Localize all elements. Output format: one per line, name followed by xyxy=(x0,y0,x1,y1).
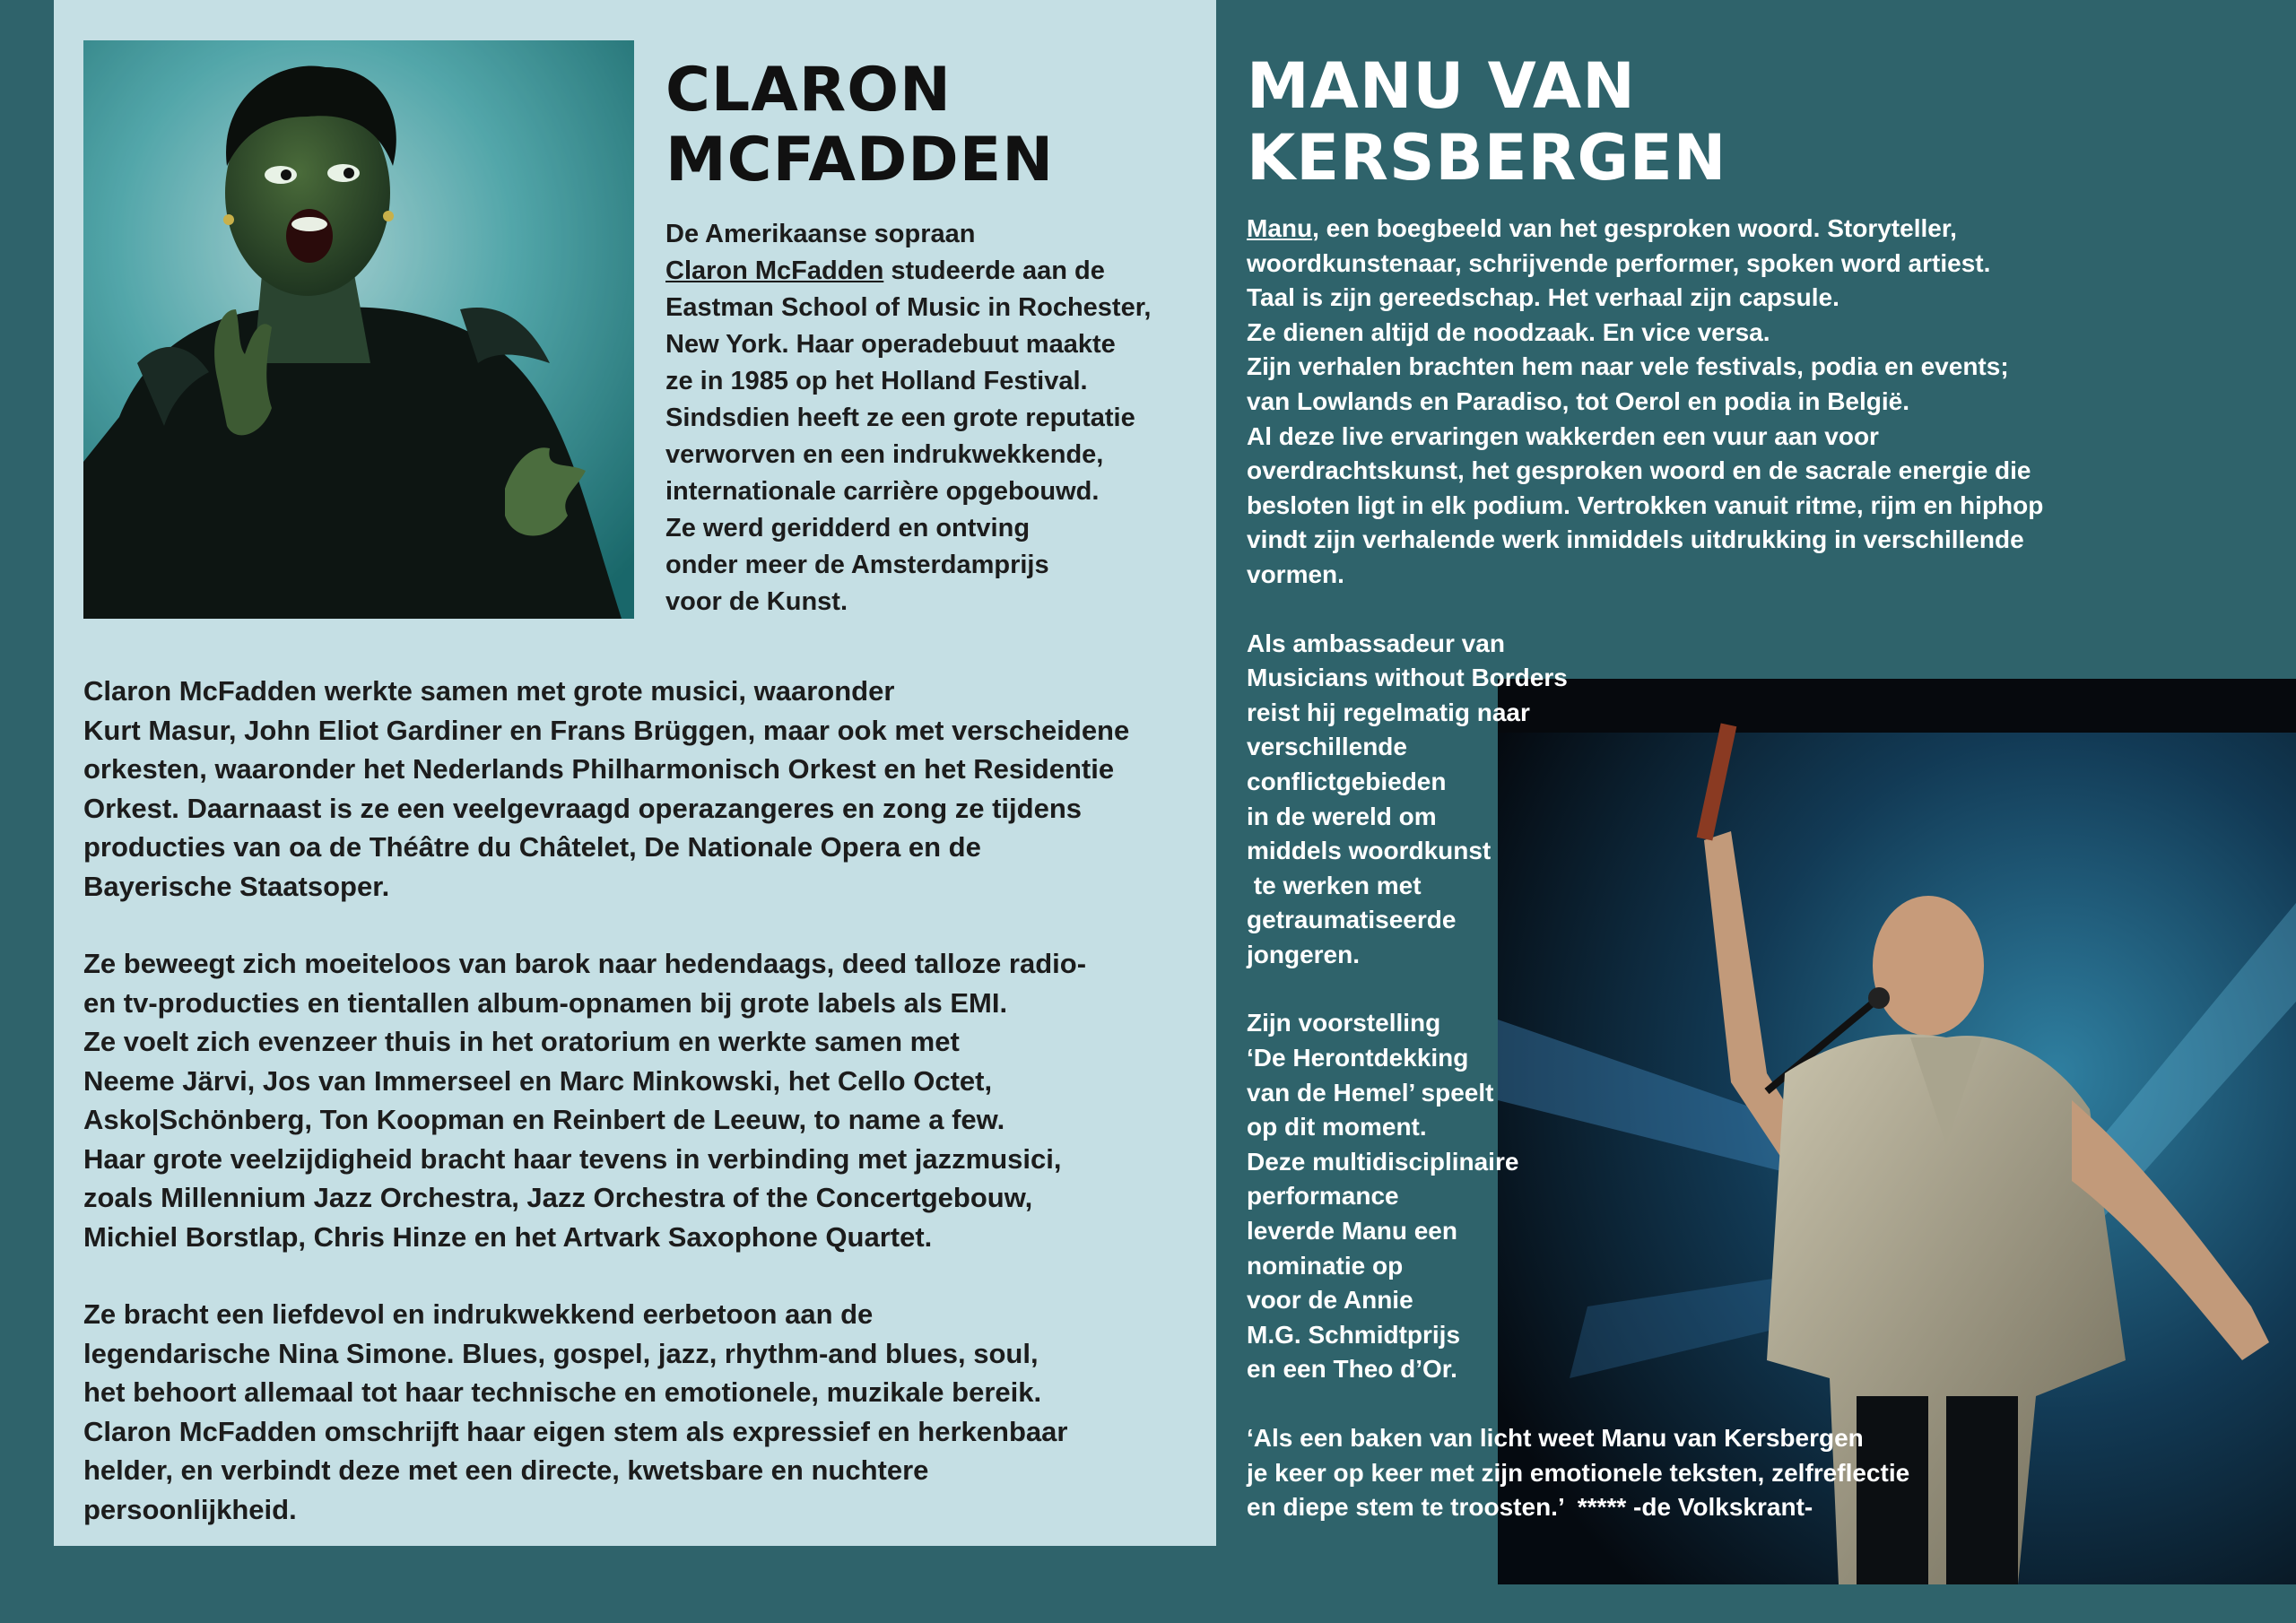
intro-line: van Lowlands en Paradiso, tot Oerol en podia in België. xyxy=(1247,386,1910,415)
body-line: helder, en verbindt deze met een directe, kwetsbare en nuchtere xyxy=(83,1454,929,1486)
intro-line: ze in 1985 op het Holland Festival. xyxy=(665,367,1088,395)
manu-paragraph xyxy=(1247,627,2043,973)
body-line: getraumatiseerde xyxy=(1247,906,1457,934)
body-line: jongeren. xyxy=(1247,940,1361,968)
body-line: legendarische Nina Simone. Blues, gospel, jazz, rhythm-and blues, soul, xyxy=(83,1337,1039,1369)
intro-line: overdrachtskunst, het gesproken woord en de sacrale energie die xyxy=(1247,456,2031,485)
body-line: producties van oa de Théâtre du Châtelet, De Nationale Opera en de xyxy=(83,831,981,863)
intro-line: besloten ligt in elk podium. Vertrokken vanuit ritme, rijm en hiphop xyxy=(1247,490,2044,519)
intro-line: New York. Haar operadebuut maakte xyxy=(665,330,1116,359)
intro-line: vindt zijn verhalende werk inmiddels uitdrukking in verschillende xyxy=(1247,525,2024,554)
claron-photo-image xyxy=(83,40,634,619)
claron-name-line: MCFADDEN xyxy=(665,125,1055,195)
manu-paragraph xyxy=(1247,1006,2043,1387)
body-line: zoals Millennium Jazz Orchestra, Jazz Orchestra of the Concertgebouw, xyxy=(83,1182,1033,1213)
intro-line: woordkunstenaar, schrijvende performer, spoken word artiest. xyxy=(1247,248,1991,277)
manu-text xyxy=(1247,212,2043,1525)
body-line: in de wereld om xyxy=(1247,802,1437,830)
manu-name-line: MANU VAN xyxy=(1247,49,1636,123)
claron-intro xyxy=(665,216,1151,621)
claron-paragraph xyxy=(83,1295,1129,1529)
body-line: op dit moment. xyxy=(1247,1113,1427,1141)
intro-line: voor de Kunst. xyxy=(665,587,848,616)
quote-line: ‘Als een baken van licht weet Manu van Kersbergen xyxy=(1247,1424,1864,1452)
manu-intro xyxy=(1247,212,2043,593)
claron-paragraph xyxy=(83,944,1129,1256)
intro-line: vormen. xyxy=(1247,560,1344,588)
manu-name-heading xyxy=(1247,50,1726,194)
body-line: Ze bracht een liefdevol en indrukwekkend eerbetoon aan de xyxy=(83,1298,874,1330)
body-line: Musicians without Borders xyxy=(1247,664,1568,692)
body-line: orkesten, waaronder het Nederlands Philharmonisch Orkest en het Residentie xyxy=(83,753,1115,785)
body-line: Asko|Schönberg, Ton Koopman en Reinbert de Leeuw, to name a few. xyxy=(83,1104,1005,1135)
body-line: nominatie op xyxy=(1247,1251,1404,1280)
body-line: Neeme Järvi, Jos van Immerseel en Marc Minkowski, het Cello Octet, xyxy=(83,1064,993,1097)
body-line: Kurt Masur, John Eliot Gardiner en Frans Brüggen, maar ook met verscheidene xyxy=(83,714,1130,746)
body-line: voor de Annie xyxy=(1247,1286,1413,1315)
intro-line: De Amerikaanse sopraan xyxy=(665,220,976,248)
body-line: Haar grote veelzijdigheid bracht haar tevens in verbinding met jazzmusici, xyxy=(83,1142,1062,1175)
intro-line: Sindsdien heeft ze een grote reputatie xyxy=(665,404,1135,432)
body-line: te werken met xyxy=(1247,871,1422,899)
body-line: en een Theo d’Or. xyxy=(1247,1355,1457,1384)
intro-line: Zijn verhalen brachten hem naar vele festivals, podia en events; xyxy=(1247,352,2009,381)
body-line: Orkest. Daarnaast is ze een veelgevraagd operazangeres en zong ze tijdens xyxy=(83,792,1083,824)
claron-name-line: CLARON xyxy=(665,55,952,126)
body-line: Deze multidisciplinaire xyxy=(1247,1147,1519,1176)
body-line: Claron McFadden omschrijft haar eigen stem als expressief en herkenbaar xyxy=(83,1415,1068,1447)
intro-line: Ze werd geridderd en ontving xyxy=(665,514,1031,542)
body-line: en tv-producties en tientallen album-opnamen bij grote labels als EMI. xyxy=(83,986,1008,1019)
quote-line: je keer op keer met zijn emotionele teksten, zelfreflectie xyxy=(1247,1458,1910,1487)
manu-link[interactable]: Manu xyxy=(1247,214,1313,242)
intro-line: Eastman School of Music in Rochester, xyxy=(665,293,1152,322)
body-line: middels woordkunst xyxy=(1247,837,1492,865)
body-line: het behoort allemaal tot haar technische en emotionele, muzikale bereik. xyxy=(83,1376,1042,1408)
intro-line: Al deze live ervaringen wakkerden een vuur aan voor xyxy=(1247,421,1879,450)
body-line: verschillende xyxy=(1247,733,1407,761)
body-line: van de Hemel’ speelt xyxy=(1247,1078,1494,1107)
body-line: conflictgebieden xyxy=(1247,767,1447,795)
body-line: Claron McFadden werkte samen met grote musici, waaronder xyxy=(83,675,895,707)
claron-mcfadden-photo xyxy=(83,40,634,619)
manu-quote xyxy=(1247,1421,2043,1525)
manu-name-line: KERSBERGEN xyxy=(1247,121,1727,195)
intro-line: Ze dienen altijd de noodzaak. En vice versa. xyxy=(1247,317,1770,346)
body-line: persoonlijkheid. xyxy=(83,1493,297,1525)
intro-line: Claron McFadden studeerde aan de xyxy=(665,256,1105,285)
claron-paragraph xyxy=(83,672,1129,906)
intro-line: onder meer de Amsterdamprijs xyxy=(665,551,1049,579)
quote-line: en diepe stem te troosten.’ ***** -de Volkskrant- xyxy=(1247,1493,1813,1522)
claron-mcfadden-link[interactable]: Claron McFadden xyxy=(665,256,884,285)
body-line: Ze voelt zich evenzeer thuis in het oratorium en werkte samen met xyxy=(83,1026,960,1057)
body-line: reist hij regelmatig naar xyxy=(1247,698,1530,726)
body-line: performance xyxy=(1247,1182,1399,1211)
body-line: ‘De Herontdekking xyxy=(1247,1044,1469,1072)
intro-line: Taal is zijn gereedschap. Het verhaal zijn capsule. xyxy=(1247,283,1839,312)
body-line: Bayerische Staatsoper. xyxy=(83,870,390,902)
body-line: Ze beweegt zich moeiteloos van barok naar hedendaags, deed talloze radio- xyxy=(83,948,1087,979)
body-line: Michiel Borstlap, Chris Hinze en het Artvark Saxophone Quartet. xyxy=(83,1220,933,1253)
intro-line: verworven en een indrukwekkende, xyxy=(665,440,1104,469)
body-line: leverde Manu een xyxy=(1247,1217,1457,1245)
claron-body xyxy=(83,672,1129,1529)
claron-name-heading xyxy=(665,56,1054,195)
body-line: M.G. Schmidtprijs xyxy=(1247,1320,1461,1349)
body-line: Als ambassadeur van xyxy=(1247,629,1505,657)
intro-line: internationale carrière opgebouwd. xyxy=(665,477,1100,506)
body-line: Zijn voorstelling xyxy=(1247,1009,1441,1037)
intro-line: Manu, een boegbeeld van het gesproken woord. Storyteller, xyxy=(1247,214,1957,242)
